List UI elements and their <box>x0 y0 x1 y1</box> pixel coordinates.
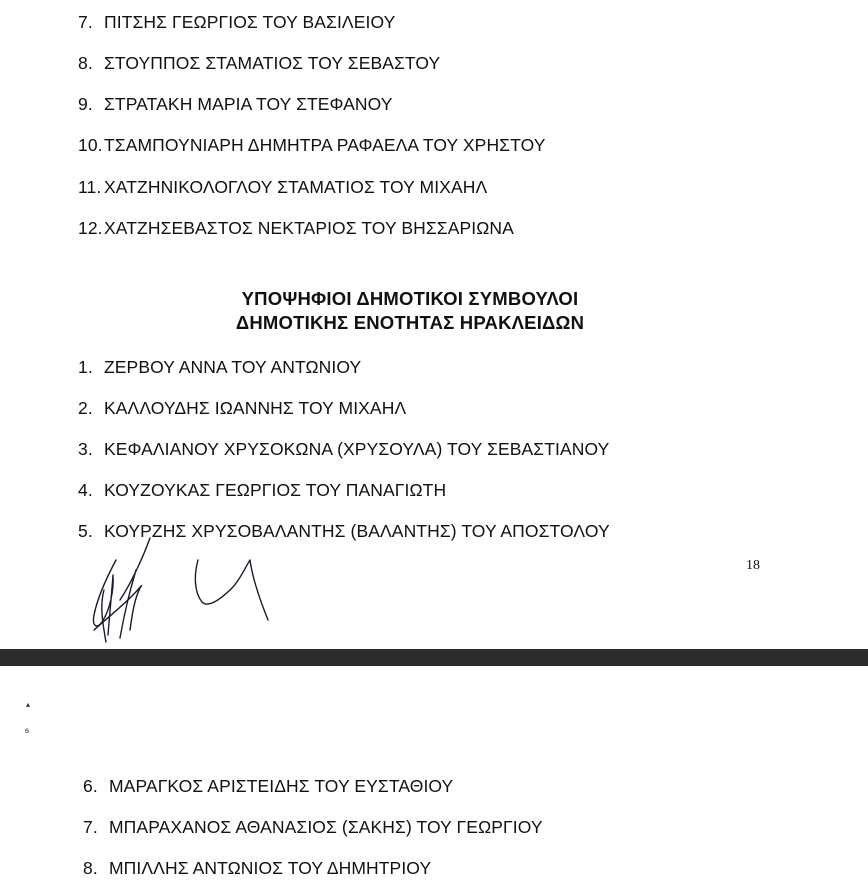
item-text: ΚΟΥΖΟΥΚΑΣ ΓΕΩΡΓΙΟΣ ΤΟΥ ΠΑΝΑΓΙΩΤΗ <box>104 480 447 500</box>
item-text: ΠΙΤΣΗΣ ΓΕΩΡΓΙΟΣ ΤΟΥ ΒΑΣΙΛΕΙΟΥ <box>104 12 396 32</box>
scan-artifact: ᵴ <box>25 726 29 735</box>
item-number: 7. <box>83 817 98 837</box>
handwritten-signature <box>80 530 280 648</box>
item-text: ΧΑΤΖΗΝΙΚΟΛΟΓΛΟΥ ΣΤΑΜΑΤΙΟΣ ΤΟΥ ΜΙΧΑΗΛ <box>104 177 488 197</box>
item-number: 10. <box>78 135 103 155</box>
item-text: ΜΠΑΡΑΧΑΝΟΣ ΑΘΑΝΑΣΙΟΣ (ΣΑΚΗΣ) ΤΟΥ ΓΕΩΡΓΙΟΥ <box>109 817 543 837</box>
signature-stroke <box>195 560 268 620</box>
item-number: 9. <box>78 94 93 114</box>
item-text: ΧΑΤΖΗΣΕΒΑΣΤΟΣ ΝΕΚΤΑΡΙΟΣ ΤΟΥ ΒΗΣΣΑΡΙΩΝΑ <box>104 218 514 238</box>
signature-stroke <box>120 538 150 600</box>
item-text: ΚΑΛΛΟΥΔΗΣ ΙΩΑΝΝΗΣ ΤΟΥ ΜΙΧΑΗΛ <box>104 398 407 418</box>
item-text: ΜΑΡΑΓΚΟΣ ΑΡΙΣΤΕΙΔΗΣ ΤΟΥ ΕΥΣΤΑΘΙΟΥ <box>109 776 454 796</box>
page-separator <box>0 649 868 666</box>
item-number: 5. <box>78 521 93 541</box>
signature-stroke <box>93 560 116 635</box>
item-number: 4. <box>78 480 93 500</box>
signature-stroke <box>120 570 136 638</box>
item-text: ΤΣΑΜΠΟΥΝΙΑΡΗ ΔΗΜΗΤΡΑ ΡΑΦΑΕΛΑ ΤΟΥ ΧΡΗΣΤΟΥ <box>104 135 546 155</box>
item-number: 7. <box>78 12 93 32</box>
item-text: ΣΤΡΑΤΑΚΗ ΜΑΡΙΑ ΤΟΥ ΣΤΕΦΑΝΟΥ <box>104 94 393 114</box>
section-heading-line-1: ΥΠΟΨΗΦΙΟΙ ΔΗΜΟΤΙΚΟΙ ΣΥΜΒΟΥΛΟΙ <box>241 288 579 309</box>
section-heading-line-2: ΔΗΜΟΤΙΚΗΣ ΕΝΟΤΗΤΑΣ ΗΡΑΚΛΕΙΔΩΝ <box>235 312 585 333</box>
item-text: ΚΕΦΑΛΙΑΝΟΥ ΧΡΥΣΟΚΩΝΑ (ΧΡΥΣΟΥΛΑ) ΤΟΥ ΣΕΒΑΣΤΙΑΝΟΥ <box>104 439 610 459</box>
scan-artifact: ▴ <box>26 700 31 709</box>
item-text: ΣΤΟΥΠΠΟΣ ΣΤΑΜΑΤΙΟΣ ΤΟΥ ΣΕΒΑΣΤΟΥ <box>104 53 441 73</box>
item-number: 2. <box>78 398 93 418</box>
item-text: ΚΟΥΡΖΗΣ ΧΡΥΣΟΒΑΛΑΝΤΗΣ (ΒΑΛΑΝΤΗΣ) ΤΟΥ ΑΠΟΣΤΟΛΟΥ <box>104 521 610 541</box>
item-number: 3. <box>78 439 93 459</box>
item-number: 11. <box>78 177 102 197</box>
item-number: 12. <box>78 218 103 238</box>
item-text: ΜΠΙΛΛΗΣ ΑΝΤΩΝΙΟΣ ΤΟΥ ΔΗΜΗΤΡΙΟΥ <box>109 858 432 878</box>
item-number: 8. <box>83 858 98 878</box>
item-number: 6. <box>83 776 98 796</box>
item-number: 1. <box>78 357 93 377</box>
item-text: ΖΕΡΒΟΥ ΑΝΝΑ ΤΟΥ ΑΝΤΩΝΙΟΥ <box>104 357 362 377</box>
item-number: 8. <box>78 53 93 73</box>
document-page-lower <box>0 666 868 887</box>
page-number: 18 <box>746 558 760 573</box>
